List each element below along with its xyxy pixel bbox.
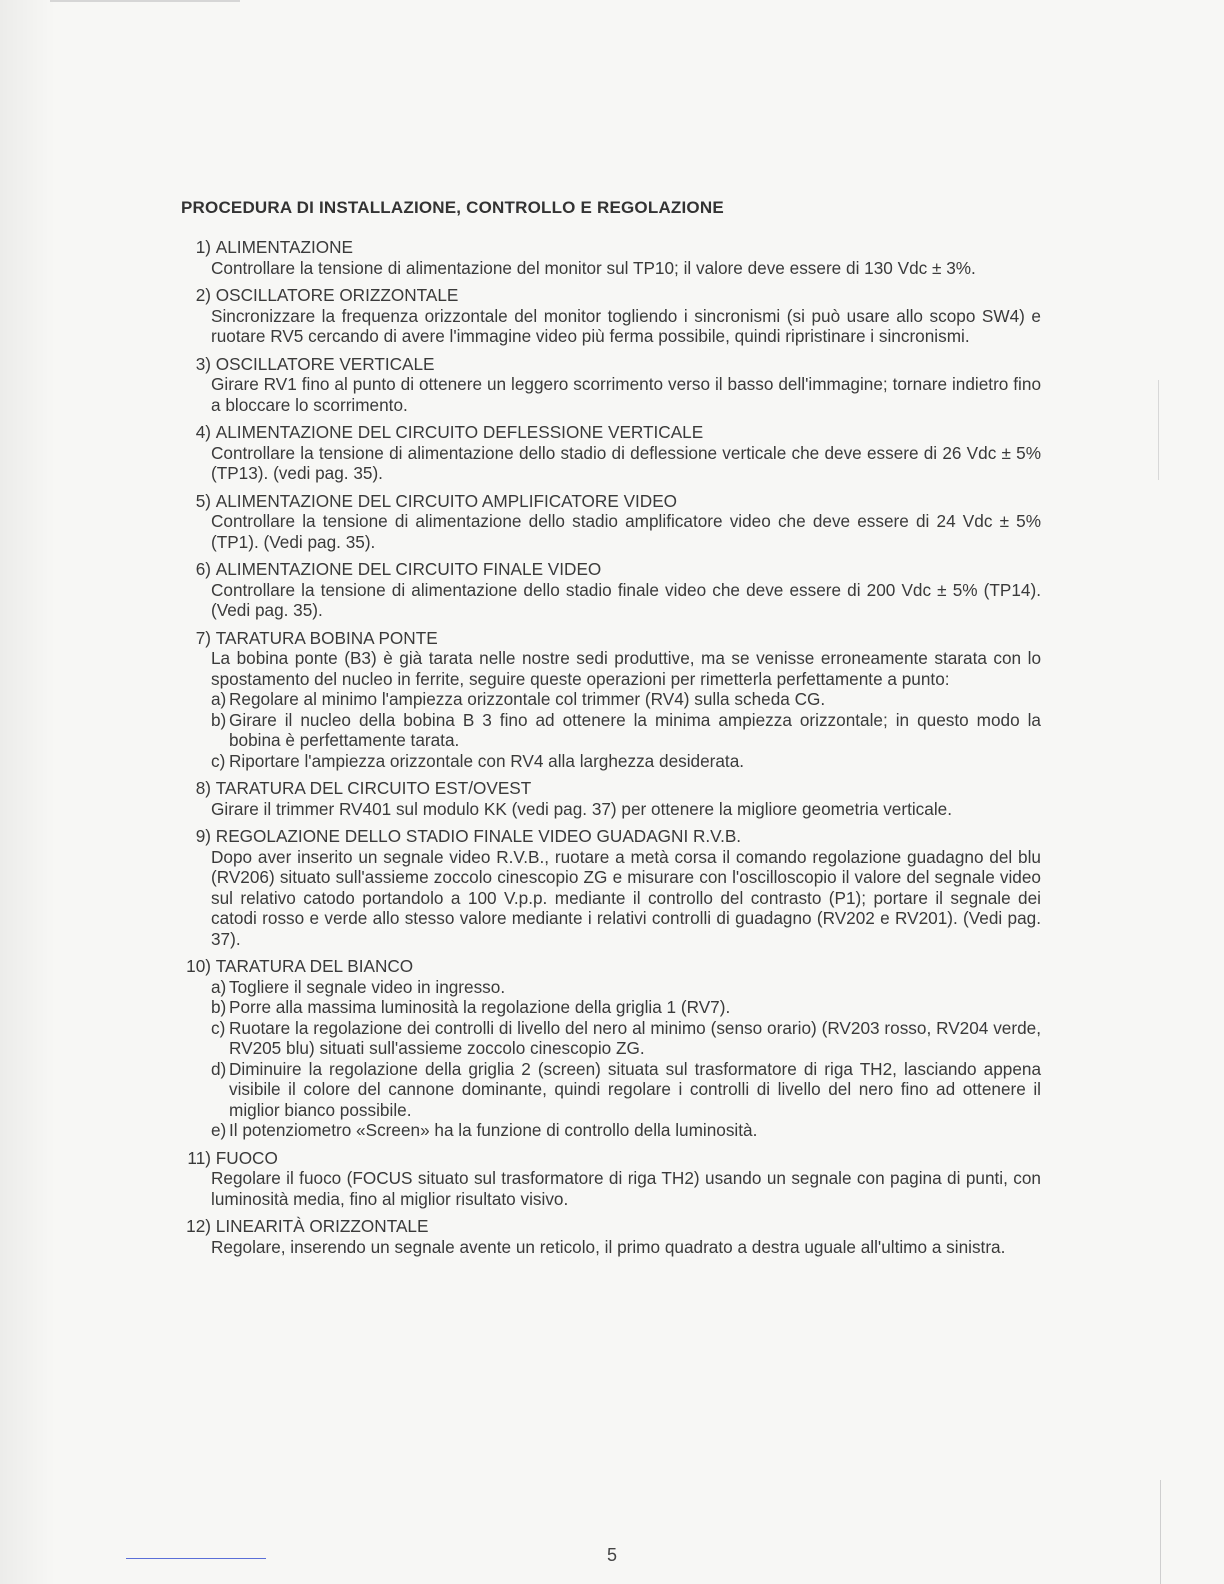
list-item-letter: b) <box>211 709 227 730</box>
section <box>181 491 1041 553</box>
section <box>181 628 1041 772</box>
list-item-letter: c) <box>211 750 226 771</box>
section-heading <box>181 826 1041 847</box>
section <box>181 1148 1041 1210</box>
scan-mark <box>50 0 240 2</box>
list-item-text: Diminuire la regolazione della griglia 2 (screen) situata sul trasformatore di riga TH2, lasciando appena visibile il colore del cannone dominante, quindi regolare i controlli di livello del nero fino ad ottenere il miglior bianco possibile. <box>229 1058 1041 1120</box>
section-body: Sincronizzare la frequenza orizzontale del monitor togliendo i sincronismi (si può usare allo scopo SW4) e ruotare RV5 cercando di avere l'immagine video più ferma possibile, quindi ripristinare i sincronismi. <box>211 305 1041 346</box>
list-item <box>211 1018 1041 1059</box>
list-item-letter: a) <box>211 976 227 997</box>
list-item-letter: a) <box>211 689 227 709</box>
list-item-letter: e) <box>211 1120 227 1140</box>
section <box>181 354 1041 416</box>
section-body: Controllare la tensione di alimentazione dello stadio amplificatore video che deve essere di 24 Vdc ± 5% (TP1). (Vedi pag. 35). <box>211 511 1041 552</box>
section-body: Girare il trimmer RV401 sul modulo KK (vedi pag. 37) per ottenere la migliore geometria verticale. <box>211 798 952 819</box>
section <box>181 956 1041 1141</box>
page-number: 5 <box>606 1545 617 1565</box>
section-number: 12) <box>186 1216 211 1236</box>
list-item-text: Togliere il segnale video in ingresso. <box>229 976 506 997</box>
section-body: Controllare la tensione di alimentazione dello stadio finale video che deve essere di 200 Vdc ± 5% (TP14). (Vedi pag. 35). <box>211 579 1041 620</box>
section-body: Girare RV1 fino al punto di ottenere un leggero scorrimento verso il basso dell'immagine; tornare indietro fino a bloccare lo scorrimento. <box>211 374 1041 415</box>
list-item-text: Il potenziometro «Screen» ha la funzione di controllo della luminosità. <box>229 1120 758 1140</box>
section-heading <box>181 1148 1041 1169</box>
section-body: Regolare, inserendo un segnale avente un reticolo, il primo quadrato a destra uguale all'ultimo a sinistra. <box>211 1236 1006 1257</box>
section-body: La bobina ponte (B3) è già tarata nelle nostre sedi produttive, ma se venisse erroneamente starata con lo spostamento del nucleo in ferrite, seguire queste operazioni per rimetterla perfettamente a punto: <box>211 648 1041 689</box>
section-title: TARATURA DEL BIANCO <box>215 956 414 976</box>
section-title: OSCILLATORE ORIZZONTALE <box>215 285 459 305</box>
section-body: Regolare il fuoco (FOCUS situato sul trasformatore di riga TH2) usando un segnale con pagina di punti, con luminosità media, fino al miglior risultato visivo. <box>211 1168 1041 1209</box>
section-number: 11) <box>187 1147 211 1168</box>
section-heading <box>181 354 1041 375</box>
section-heading <box>181 778 1041 799</box>
section <box>181 422 1041 484</box>
list-item <box>211 710 1041 751</box>
section-title: TARATURA DEL CIRCUITO EST/OVEST <box>215 778 532 798</box>
section-title: ALIMENTAZIONE DEL CIRCUITO AMPLIFICATORE VIDEO <box>215 490 678 511</box>
section-number: 4) <box>195 422 211 442</box>
section-number: 5) <box>195 490 211 511</box>
section-title: REGOLAZIONE DELLO STADIO FINALE VIDEO GUADAGNI R.V.B. <box>215 826 742 846</box>
section-title: ALIMENTAZIONE DEL CIRCUITO DEFLESSIONE VERTICALE <box>215 422 704 442</box>
section-number: 8) <box>195 778 211 798</box>
section-number: 2) <box>195 285 211 305</box>
section <box>181 778 1041 819</box>
section <box>181 559 1041 621</box>
section-heading <box>181 559 1041 580</box>
section <box>181 826 1041 949</box>
list-item-text: Ruotare la regolazione dei controlli di livello del nero al minimo (senso orario) (RV203 rosso, RV204 verde, RV205 blu) situati sull'assieme zoccolo cinescopio ZG. <box>229 1017 1041 1058</box>
list-item-text: Regolare al minimo l'ampiezza orizzontale col trimmer (RV4) sulla scheda CG. <box>229 689 826 709</box>
footer-rule <box>126 1558 266 1559</box>
list-item-text: Porre alla massima luminosità la regolazione della griglia 1 (RV7). <box>229 997 731 1017</box>
list-item <box>211 1059 1041 1121</box>
page-shadow <box>0 0 55 1584</box>
list-item-letter: c) <box>211 1017 226 1038</box>
section-heading <box>181 1216 1041 1237</box>
document-title: PROCEDURA DI INSTALLAZIONE, CONTROLLO E REGOLAZIONE <box>181 198 724 217</box>
section-heading <box>181 956 1041 977</box>
section-body: Dopo aver inserito un segnale video R.V.B., ruotare a metà corsa il comando regolazione guadagno del blu (RV206) situato sull'assieme zoccolo cinescopio ZG e misurare con l'oscilloscopio il valore del segnale video sul relativo catodo portandolo a 100 V.p.p. mediante il controllo del contrasto (P1); portare il segnale dei catodi rosso e verde allo stesso valore mediante i relativi controlli di guadagno (RV202 e RV201). (Vedi pag. 37). <box>211 846 1041 949</box>
section-title: ALIMENTAZIONE <box>215 237 353 257</box>
section-number: 10) <box>186 956 211 976</box>
section-body: Controllare la tensione di alimentazione del monitor sul TP10; il valore deve essere di 130 Vdc ± 3%. <box>211 257 976 278</box>
list-item-text: Riportare l'ampiezza orizzontale con RV4 alla larghezza desiderata. <box>229 750 745 771</box>
list-item-letter: d) <box>211 1058 227 1079</box>
section-title: TARATURA BOBINA PONTE <box>215 627 438 648</box>
section-number: 1) <box>195 237 211 257</box>
section-title: LINEARITÀ ORIZZONTALE <box>215 1216 429 1236</box>
section <box>181 285 1041 347</box>
section-heading <box>181 422 1041 443</box>
section-number: 3) <box>195 353 211 374</box>
section-title: FUOCO <box>215 1147 278 1168</box>
list-item <box>211 1120 1041 1141</box>
section-heading <box>181 491 1041 512</box>
list-item <box>211 689 1041 710</box>
section-heading <box>181 628 1041 649</box>
list-item <box>211 997 1041 1018</box>
list-item-text: Girare il nucleo della bobina B 3 fino ad ottenere la minima ampiezza orizzontale; in questo modo la bobina è perfettamente tarata. <box>229 709 1041 750</box>
section-title: OSCILLATORE VERTICALE <box>215 353 435 374</box>
section-number: 7) <box>195 627 211 648</box>
list-item <box>211 751 1041 772</box>
document-body <box>181 197 1041 1264</box>
section <box>181 1216 1041 1257</box>
list-item-letter: b) <box>211 997 227 1017</box>
section-heading <box>181 285 1041 306</box>
section <box>181 237 1041 278</box>
section-title: ALIMENTAZIONE DEL CIRCUITO FINALE VIDEO <box>215 559 602 579</box>
section-heading <box>181 237 1041 258</box>
list-item <box>211 977 1041 998</box>
section-list <box>181 237 1041 1257</box>
page-edge <box>1158 380 1159 480</box>
page-edge <box>1160 1480 1161 1584</box>
section-number: 6) <box>195 559 211 579</box>
section-number: 9) <box>195 826 211 846</box>
section-body: Controllare la tensione di alimentazione dello stadio di deflessione verticale che deve essere di 26 Vdc ± 5% (TP13). (vedi pag. 35). <box>211 442 1041 483</box>
